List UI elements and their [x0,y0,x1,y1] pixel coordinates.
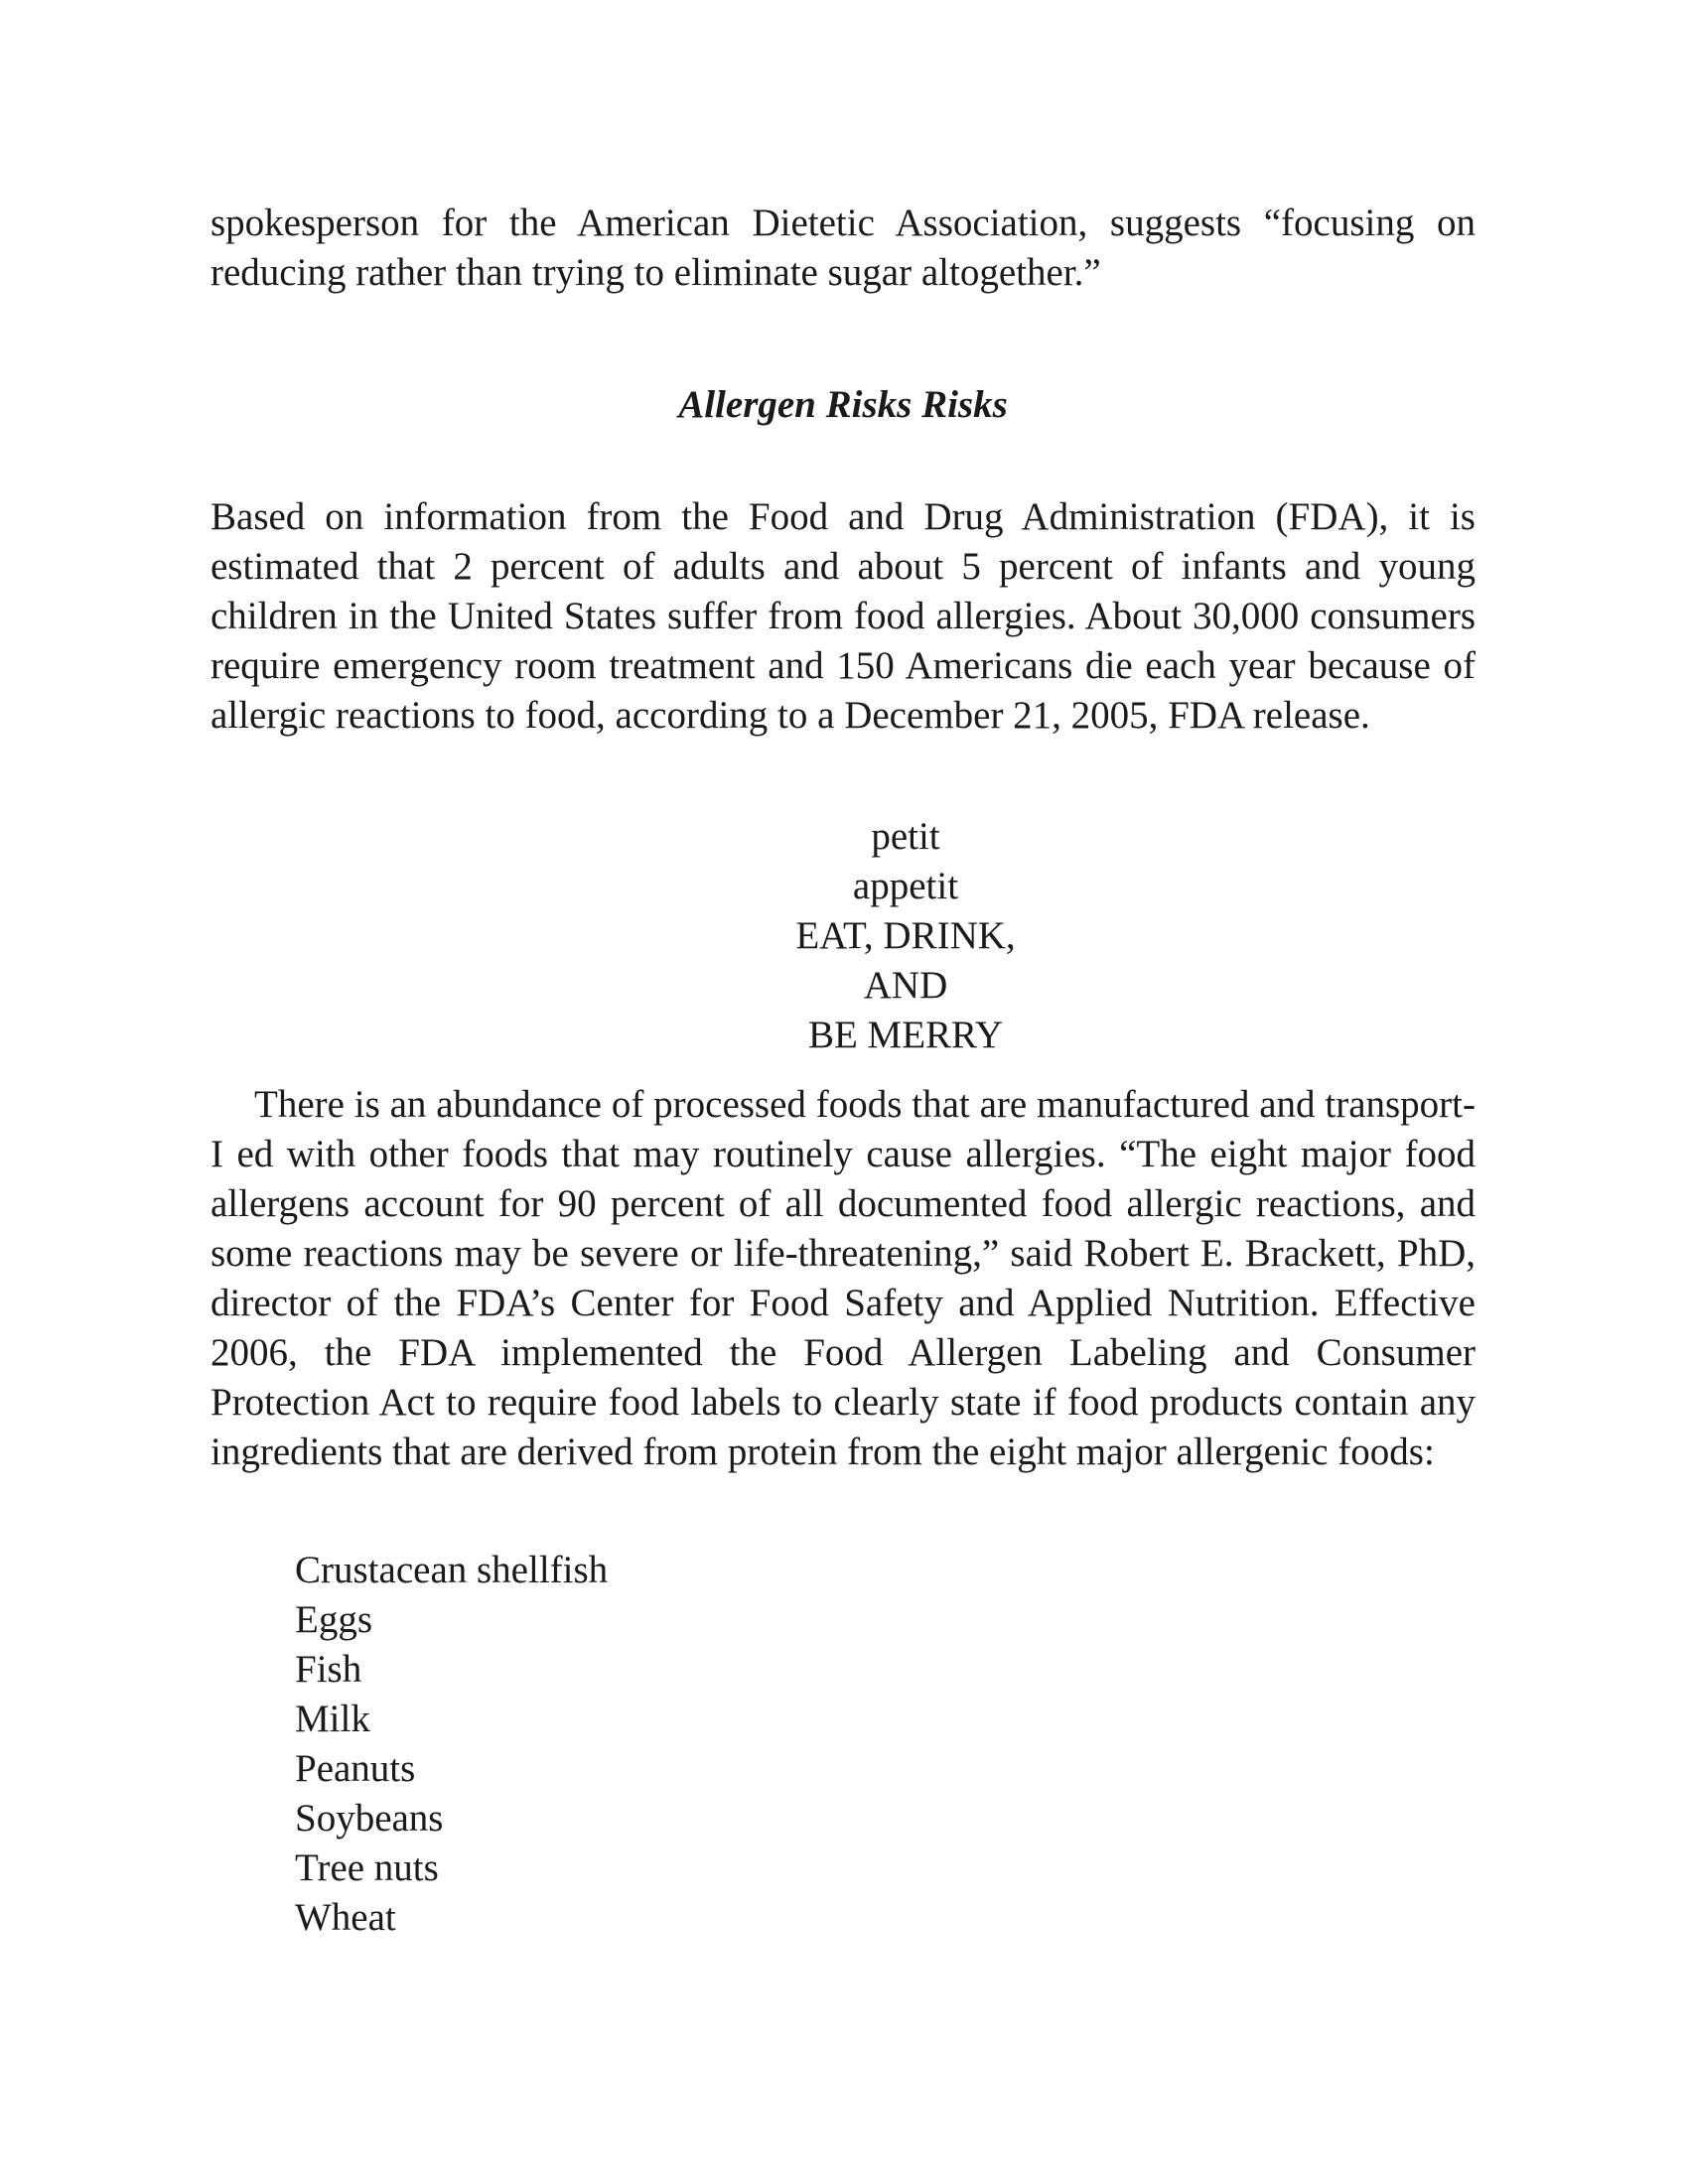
centered-line: petit [871,815,940,858]
centered-line: appetit [852,865,959,907]
centered-text-block [211,812,1601,1060]
fda-paragraph: Based on information from the Food and Drug Administration (FDA), it is estimated that 2 percent of adults and about 5 percent of infants and young children in the United States suffer from food allergies. About 30,000 consumers require emergency room treatment and 150 Americans die each year because of allergic reactions to food, according to a December 21, 2005, FDA release. [211,495,1476,737]
allergen-item: Fish [295,1648,362,1691]
intro-paragraph: spokesperson for the American Dietetic Association, suggests “focusing on reducing rather than trying to eliminate sugar altogether.” [211,202,1476,294]
abundance-paragraph: There is an abundance of processed foods that are manufactured and transport-I ed with other foods that may routinely cause allergies. “The eight major food allergens account for 90 percent of all documented food allergic reactions, and some reactions may be severe or life-threatening,” said Robert E. Brackett, PhD, director of the FDA’s Center for Food Safety and Applied Nutrition. Effective 2006, the FDA implemented the Food Allergen Labeling and Consumer Protection Act to require food labels to clearly state if food products contain any ingredients that are derived from protein from the eight major allergenic foods: [211,1083,1476,1473]
centered-line: AND [863,964,948,1007]
allergen-item: Peanuts [295,1747,416,1790]
centered-line: EAT, DRINK, [795,914,1016,957]
allergen-item: Tree nuts [295,1846,439,1889]
centered-line: BE MERRY [807,1014,1004,1056]
allergen-item: Milk [295,1698,370,1740]
allergen-item: Wheat [295,1896,396,1939]
allergen-list [295,1546,608,1943]
section-heading: Allergen Risks Risks [678,383,1008,426]
allergen-item: Soybeans [295,1797,444,1840]
allergen-item: Crustacean shellfish [295,1549,609,1591]
allergen-item: Eggs [295,1598,372,1641]
